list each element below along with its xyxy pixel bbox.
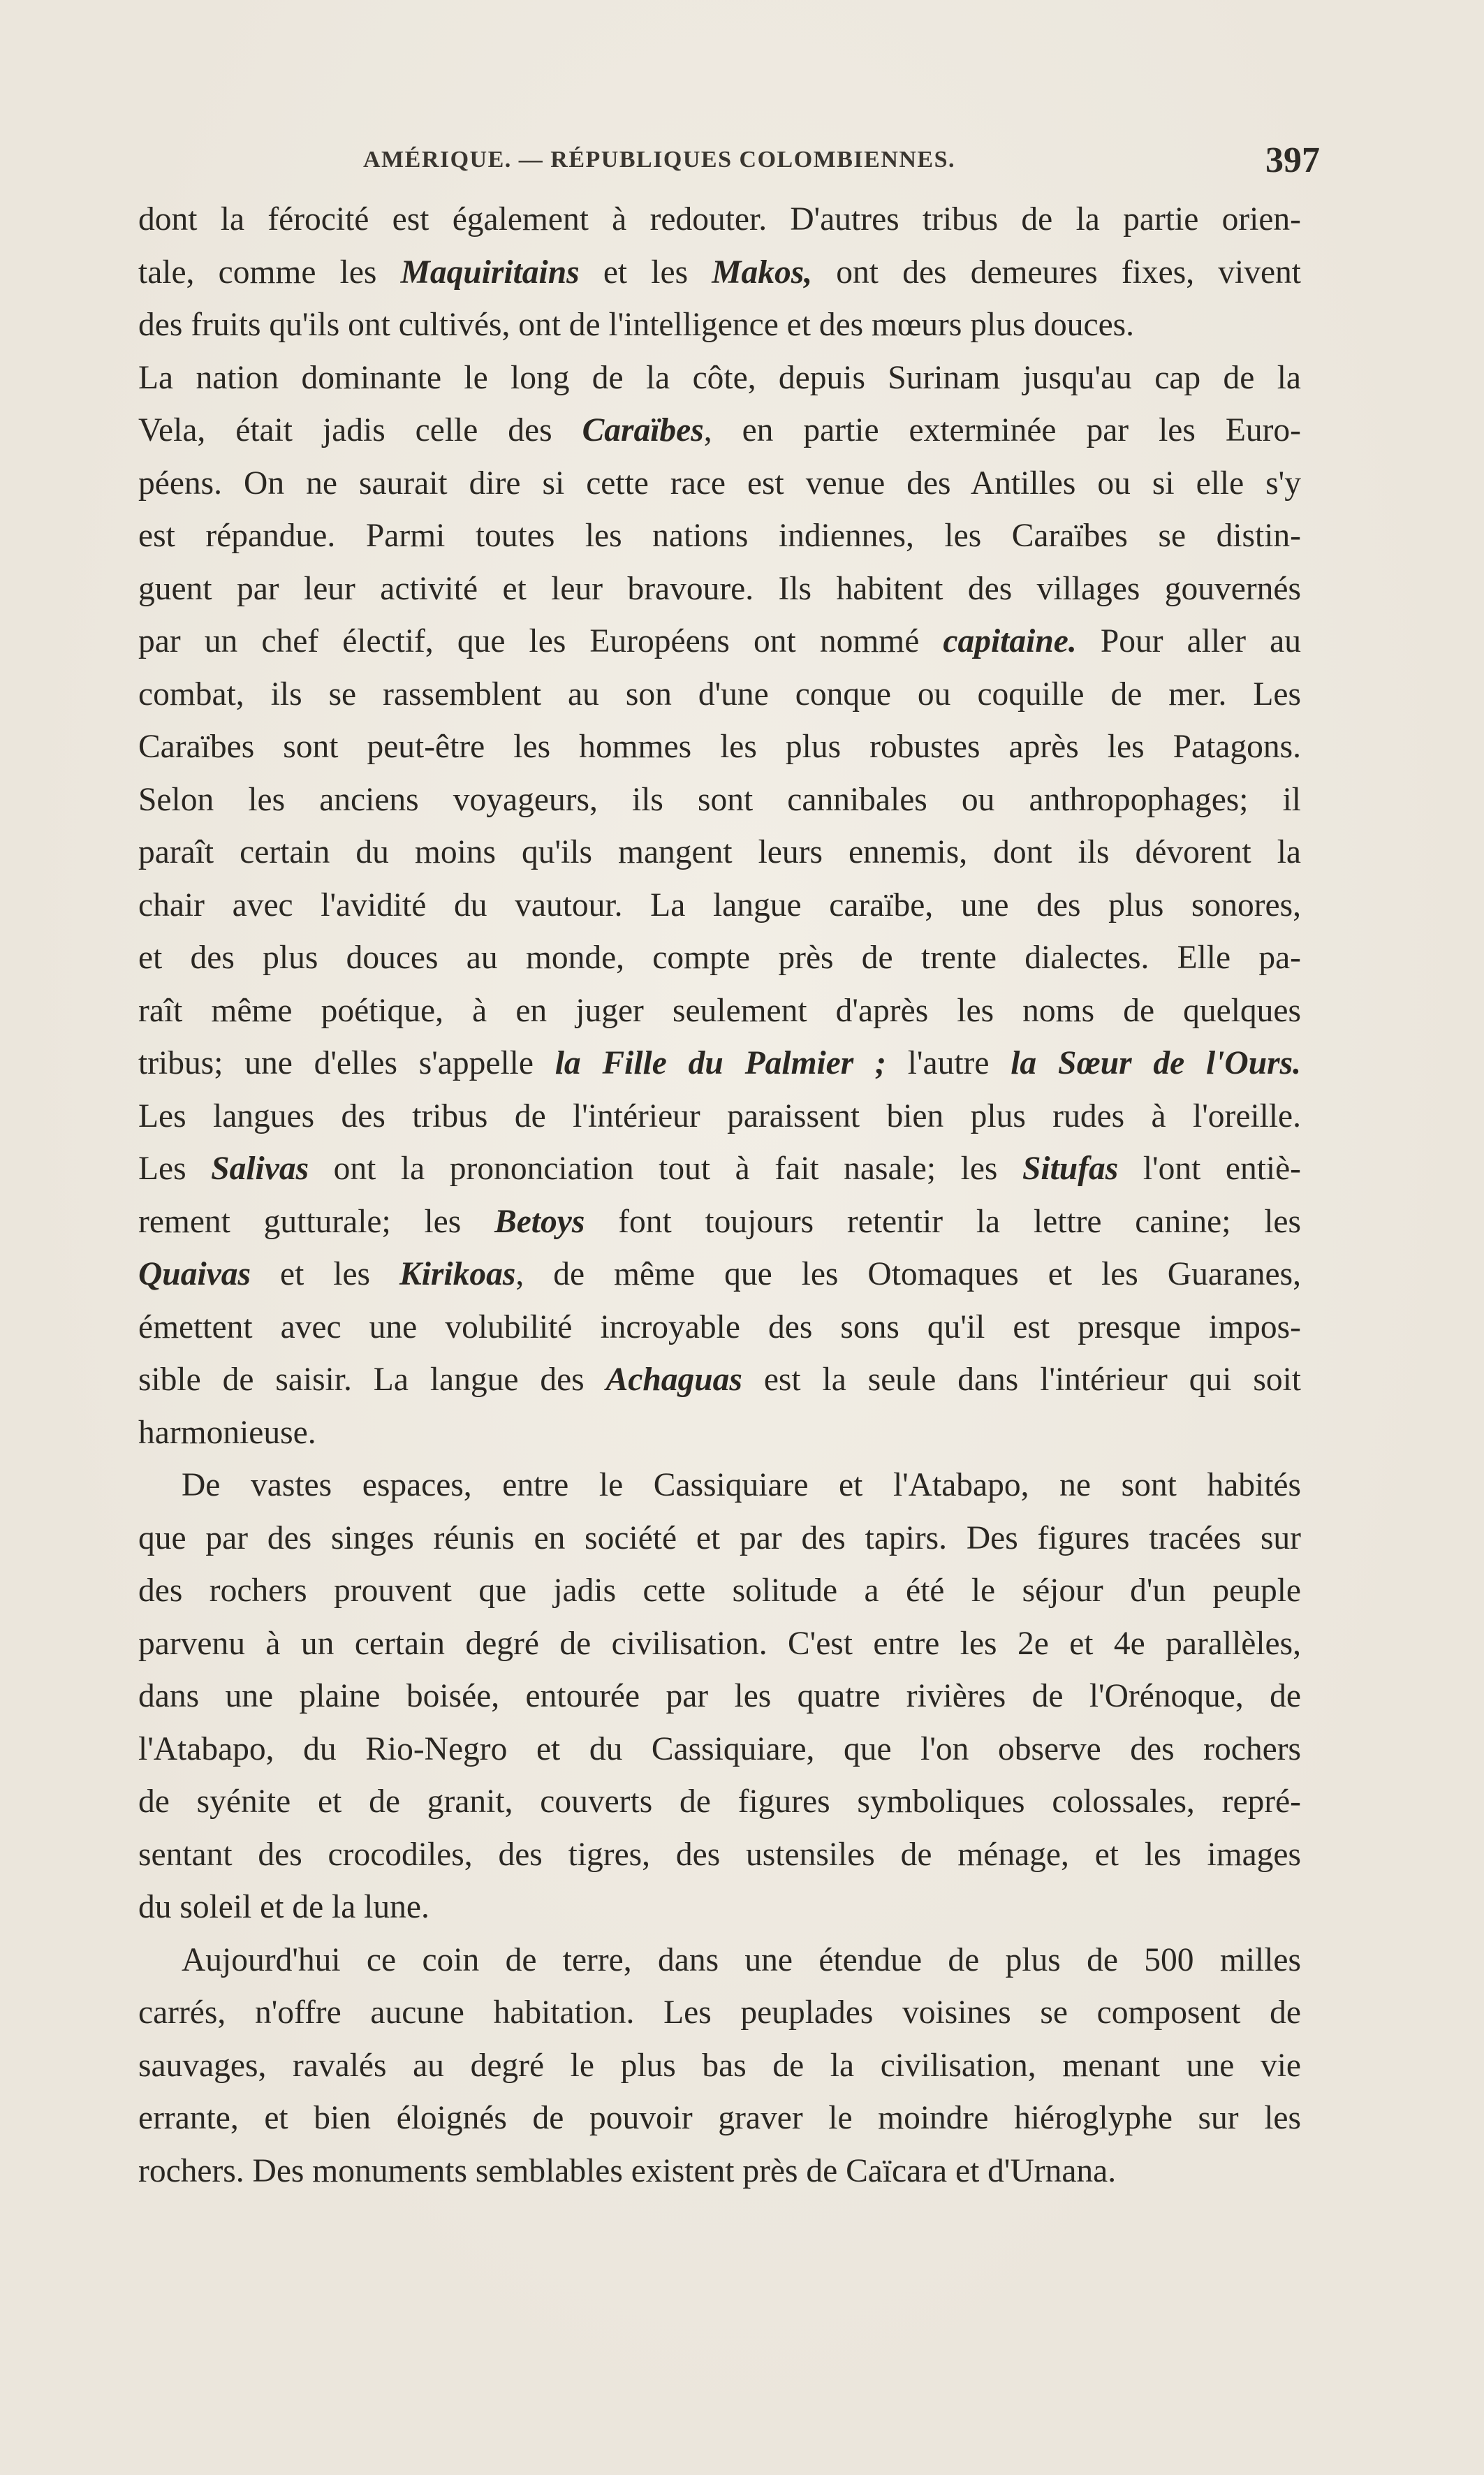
text-line (138, 247, 1301, 300)
text-segment: du soleil et de la lune. (138, 1889, 429, 1925)
text-line (138, 721, 1301, 774)
text-segment: ont des demeures fixes, vivent (812, 254, 1302, 291)
text-segment: que par des singes réunis en société et par des tapirs. Des figures tracées sur (138, 1519, 1301, 1556)
text-line (138, 615, 1301, 669)
text-segment: Aujourd'hui ce coin de terre, dans une étendue de plus de 500 milles (182, 1941, 1301, 1978)
text-line (138, 352, 1301, 405)
italic-term: la Fille du Palmier ; (554, 1045, 886, 1081)
text-segment: dont la férocité est également à redouter. D'autres tribus de la partie orien- (138, 201, 1301, 238)
text-segment: raît même poétique, à en juger seulement d'après les noms de quelques (138, 992, 1301, 1029)
text-line (138, 932, 1301, 985)
text-line (138, 1881, 1301, 1934)
text-line (138, 1090, 1301, 1144)
text-segment: est la seule dans l'intérieur qui soit (742, 1361, 1302, 1398)
text-line (138, 1987, 1301, 2040)
text-line (138, 774, 1301, 827)
text-segment: par un chef électif, que les Européens ont nommé (138, 623, 943, 659)
text-segment: est répandue. Parmi toutes les nations indiennes, les Caraïbes se distin- (138, 518, 1301, 554)
running-head (328, 140, 1320, 182)
text-line (138, 985, 1301, 1038)
text-segment: des rochers prouvent que jadis cette solitude a été le séjour d'un peuple (138, 1572, 1301, 1609)
text-segment: de syénite et de granit, couverts de figures symboliques colossales, repré- (138, 1783, 1301, 1820)
text-segment: combat, ils se rassemblent au son d'une conque ou coquille de mer. Les (138, 676, 1301, 713)
text-line (138, 1301, 1301, 1355)
italic-term: Salivas (211, 1151, 309, 1187)
text-segment: carrés, n'offre aucune habitation. Les peuplades voisines se composent de (138, 1994, 1301, 2031)
body-text (138, 194, 1301, 2198)
italic-term: Situfas (1022, 1151, 1119, 1187)
text-line (138, 1934, 1301, 1987)
text-line (138, 510, 1301, 563)
text-line (138, 1459, 1301, 1512)
italic-term: Achaguas (605, 1361, 742, 1398)
text-segment: et des plus douces au monde, compte près de trente dialectes. Elle pa- (138, 940, 1301, 976)
text-line (138, 563, 1301, 616)
text-line (138, 1670, 1301, 1723)
text-segment: ont la prononciation tout à fait nasale; les (309, 1151, 1022, 1187)
running-title: AMÉRIQUE. — RÉPUBLIQUES COLOMBIENNES. (363, 147, 956, 173)
text-line (138, 2145, 1301, 2198)
italic-term: la Sœur de l'Ours. (1011, 1045, 1301, 1081)
text-line (138, 1037, 1301, 1090)
text-line (138, 1565, 1301, 1618)
text-line (138, 2040, 1301, 2093)
text-segment: rement gutturale; les (138, 1203, 495, 1240)
text-segment: guent par leur activité et leur bravoure. Ils habitent des villages gouvernés (138, 570, 1301, 607)
text-segment: Les (138, 1151, 212, 1187)
italic-term: Makos, (712, 254, 813, 291)
text-line (138, 826, 1301, 879)
text-segment: Les langues des tribus de l'intérieur paraissent bien plus rudes à l'oreille. (138, 1097, 1301, 1134)
text-segment: Pour aller au (1076, 623, 1301, 659)
page-number: 397 (1265, 140, 1320, 180)
text-segment: l'ont entiè- (1118, 1151, 1301, 1187)
italic-term: Caraïbes (582, 412, 704, 448)
text-segment: paraît certain du moins qu'ils mangent leurs ennemis, dont ils dévorent la (138, 834, 1301, 870)
text-segment: La nation dominante le long de la côte, depuis Surinam jusqu'au cap de la (138, 359, 1301, 396)
text-segment: sauvages, ravalés au degré le plus bas de la civilisation, menant une vie (138, 2047, 1301, 2084)
text-line (138, 1143, 1301, 1196)
text-segment: tribus; une d'elles s'appelle (138, 1045, 555, 1081)
text-segment: rochers. Des monuments semblables existent près de Caïcara et d'Urnana. (138, 2152, 1117, 2189)
text-segment: l'autre (886, 1045, 1011, 1081)
text-segment: harmonieuse. (138, 1414, 316, 1451)
text-line (138, 1248, 1301, 1301)
text-segment: Selon les anciens voyageurs, ils sont cannibales ou anthropophages; il (138, 781, 1301, 818)
text-line (138, 1723, 1301, 1776)
text-line (138, 2092, 1301, 2145)
text-line (138, 1776, 1301, 1829)
text-segment: parvenu à un certain degré de civilisation. C'est entre les 2e et 4e parallèles, (138, 1625, 1301, 1662)
text-segment: péens. On ne saurait dire si cette race est venue des Antilles ou si elle s'y (138, 465, 1301, 502)
text-line (138, 879, 1301, 933)
text-segment: errante, et bien éloignés de pouvoir graver le moindre hiéroglyphe sur les (138, 2100, 1301, 2136)
text-line (138, 1196, 1301, 1249)
italic-term: capitaine. (943, 623, 1077, 659)
italic-term: Quaivas (138, 1256, 251, 1292)
text-segment: tale, comme les (138, 254, 401, 291)
text-segment: sible de saisir. La langue des (138, 1361, 606, 1398)
text-segment: chair avec l'avidité du vautour. La langue caraïbe, une des plus sonores, (138, 886, 1301, 923)
text-line (138, 1829, 1301, 1882)
text-segment: , de même que les Otomaques et les Guaranes, (515, 1256, 1301, 1292)
text-line (138, 669, 1301, 722)
text-segment: l'Atabapo, du Rio-Negro et du Cassiquiare, que l'on observe des rochers (138, 1730, 1301, 1767)
text-line (138, 458, 1301, 511)
text-segment: émettent avec une volubilité incroyable des sons qu'il est presque impos- (138, 1308, 1301, 1345)
text-segment: Caraïbes sont peut-être les hommes les plus robustes après les Patagons. (138, 729, 1301, 765)
italic-term: Kirikoas (399, 1256, 516, 1292)
text-segment: , en partie exterminée par les Euro- (703, 412, 1301, 448)
text-segment: et les (579, 254, 712, 291)
text-line (138, 1354, 1301, 1407)
text-segment: sentant des crocodiles, des tigres, des ustensiles de ménage, et les images (138, 1836, 1301, 1873)
text-segment: dans une plaine boisée, entourée par les quatre rivières de l'Orénoque, de (138, 1678, 1301, 1714)
italic-term: Betoys (494, 1203, 585, 1240)
text-line (138, 1618, 1301, 1671)
text-segment: et les (251, 1256, 400, 1292)
text-line (138, 1512, 1301, 1565)
text-segment: des fruits qu'ils ont cultivés, ont de l'intelligence et des mœurs plus douces. (138, 307, 1135, 343)
text-segment: Vela, était jadis celle des (138, 412, 582, 448)
text-line (138, 404, 1301, 458)
text-segment: De vastes espaces, entre le Cassiquiare et l'Atabapo, ne sont habités (182, 1467, 1301, 1503)
text-segment: font toujours retentir la lettre canine; les (585, 1203, 1301, 1240)
italic-term: Maquiritains (400, 254, 580, 291)
text-line (138, 1407, 1301, 1460)
text-line (138, 299, 1301, 352)
text-line (138, 194, 1301, 247)
